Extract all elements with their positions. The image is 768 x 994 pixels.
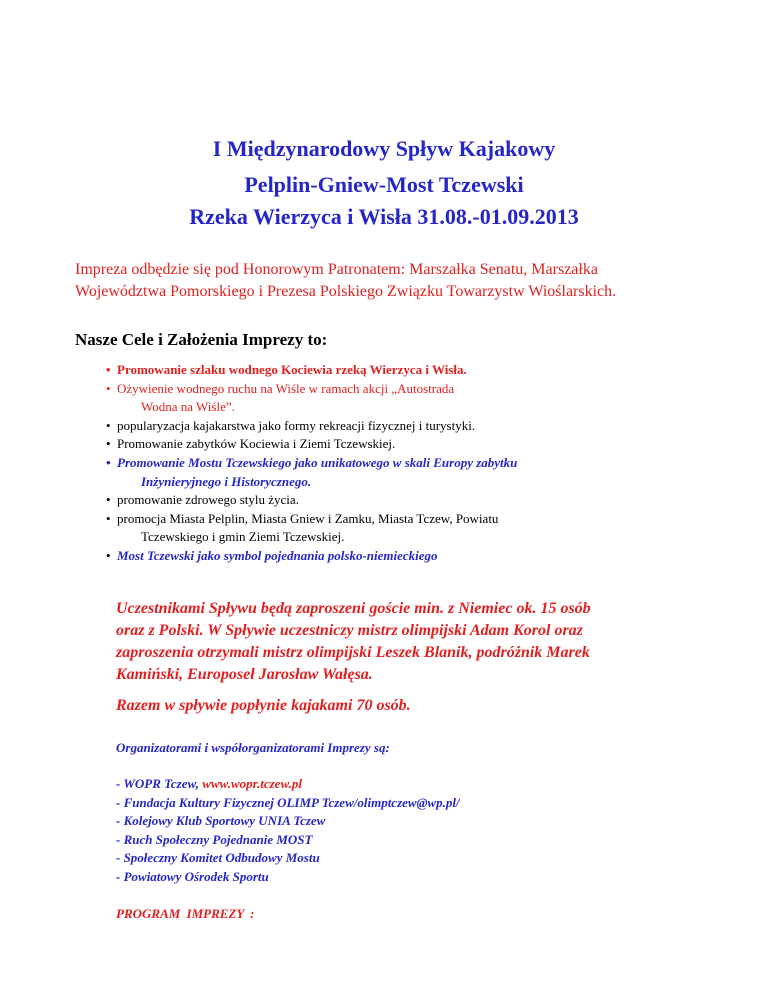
goals-heading: Nasze Cele i Założenia Imprezy to: <box>75 330 328 349</box>
title-line-2: Pelplin-Gniew-Most Tczewski <box>244 172 524 197</box>
title-line-1: I Międzynarodowy Spływ Kajakowy <box>212 136 556 161</box>
title-line-3: Rzeka Wierzyca i Wisła 31.08.-01.09.2013 <box>189 204 579 229</box>
goal-text: Promowanie Mostu Tczewskiego jako unikatowego w skali Europy zabytku <box>117 454 518 470</box>
patronage-line-1: Impreza odbędzie się pod Honorowym Patronatem: Marszałka Senatu, Marszałka <box>75 261 598 278</box>
organizer-website-link[interactable]: www.wopr.tczew.pl <box>202 776 303 791</box>
goal-text: Promowanie zabytków Kociewia i Ziemi Tczewskiej. <box>117 436 396 452</box>
goal-item <box>106 380 666 417</box>
goal-text: popularyzacja kajakarstwa jako formy rekreacji fizycznej i turystyki. <box>117 417 476 433</box>
organizer-item <box>116 812 460 831</box>
participants-line-1: Uczestnikami Spływu będą zaproszeni goście min. z Niemiec ok. 15 osób <box>116 600 591 617</box>
goal-item <box>106 435 666 454</box>
program-heading: PROGRAM IMPREZY : <box>116 906 255 921</box>
participants-count-text: Razem w spływie popłynie kajakami 70 osób. <box>116 697 411 714</box>
organizer-item <box>116 831 460 850</box>
bullet-icon: • <box>106 380 111 396</box>
bullet-icon: • <box>106 417 111 433</box>
goal-item <box>106 454 666 491</box>
goal-text-continuation: Wodna na Wiśle”. <box>141 399 235 415</box>
goal-item <box>106 417 666 436</box>
goal-text-continuation: Tczewskiego i gmin Ziemi Tczewskiej. <box>141 529 345 545</box>
organizer-text: - Społeczny Komitet Odbudowy Mostu <box>116 850 320 866</box>
organizers-list <box>116 775 460 887</box>
bullet-icon: • <box>106 492 111 508</box>
organizer-text: - Ruch Społeczny Pojednanie MOST <box>116 831 313 847</box>
goal-item <box>106 547 666 566</box>
goal-text: promocja Miasta Pelplin, Miasta Gniew i Zamku, Miasta Tczew, Powiatu <box>117 510 499 526</box>
participants-line-3: zaproszenia otrzymali mistrz olimpijski Leszek Blanik, podróżnik Marek <box>116 644 590 661</box>
goal-text: Promowanie szlaku wodnego Kociewia rzeką Wierzyca i Wisła. <box>117 362 467 377</box>
goal-text: Ożywienie wodnego ruchu na Wiśle w ramach akcji „Autostrada <box>117 380 455 396</box>
goal-text: promowanie zdrowego stylu życia. <box>117 492 299 508</box>
goal-item <box>106 491 666 510</box>
goal-item <box>106 510 666 547</box>
organizer-text: - Fundacja Kultury Fizycznej OLIMP Tczew/olimptczew@wp.pl/ <box>116 794 460 810</box>
organizer-item <box>116 849 460 868</box>
organizer-text: - WOPR Tczew, <box>116 776 203 791</box>
organizers-heading: Organizatorami i współorganizatorami Imprezy są: <box>116 740 390 755</box>
organizer-text: - Kolejowy Klub Sportowy UNIA Tczew <box>116 813 326 829</box>
participants-paragraph <box>116 598 694 686</box>
goal-item <box>106 361 666 380</box>
bullet-icon: • <box>106 510 111 526</box>
organizer-item <box>116 868 460 887</box>
organizer-item <box>116 775 460 794</box>
participants-line-2: oraz z Polski. W Spływie uczestniczy mistrz olimpijski Adam Korol oraz <box>116 622 583 639</box>
patronage-paragraph <box>75 259 715 303</box>
bullet-icon: • <box>106 454 111 470</box>
bullet-icon: • <box>106 362 111 377</box>
organizer-text: - Powiatowy Ośrodek Sportu <box>116 868 269 884</box>
goal-text: Most Tczewski jako symbol pojednania polsko-niemieckiego <box>117 547 438 563</box>
patronage-line-2: Województwa Pomorskiego i Prezesa Polskiego Związku Towarzystw Wioślarskich. <box>75 283 617 300</box>
goal-text-continuation: Inżynieryjnego i Historycznego. <box>141 473 312 489</box>
participants-line-4: Kamiński, Europoseł Jarosław Wałęsa. <box>116 666 373 683</box>
goals-list <box>106 361 666 566</box>
bullet-icon: • <box>106 436 111 452</box>
organizer-item <box>116 794 460 813</box>
bullet-icon: • <box>106 547 111 563</box>
